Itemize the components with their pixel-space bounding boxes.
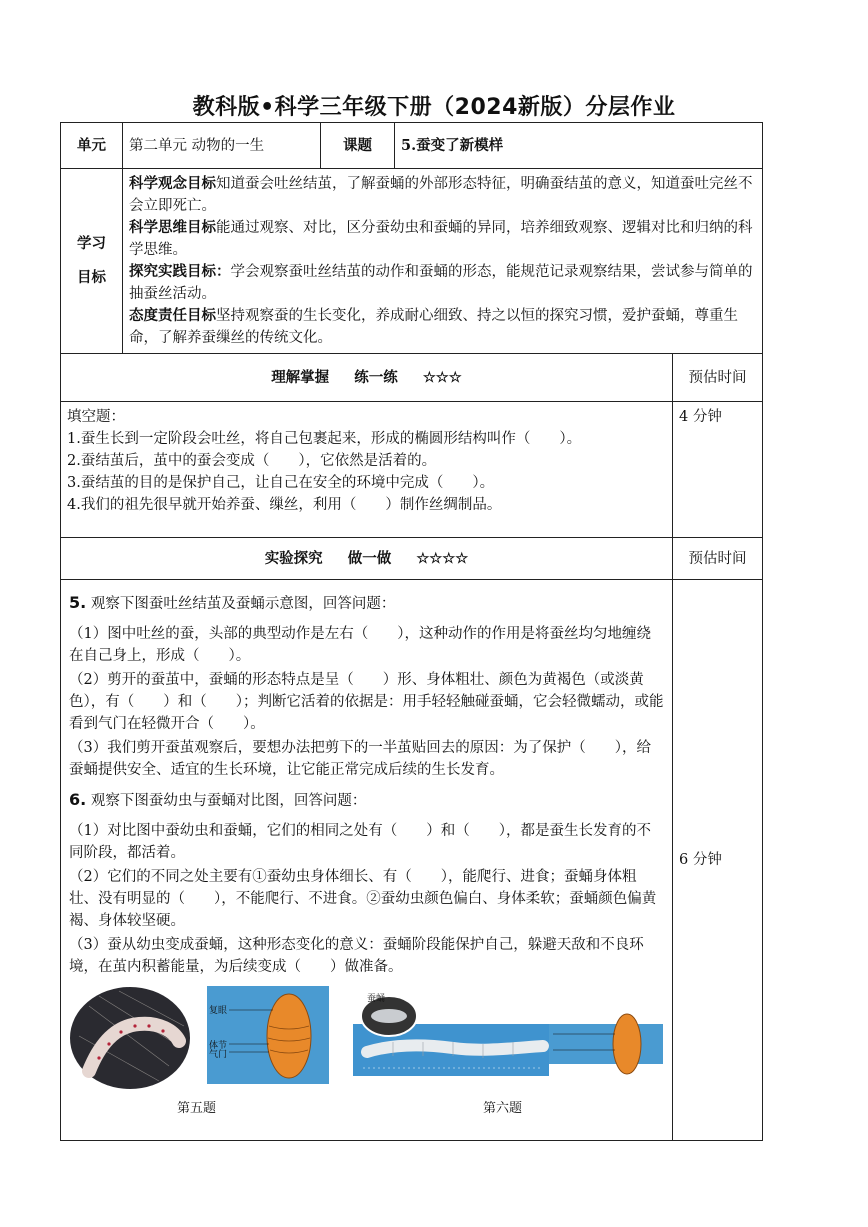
q5-part: （1）图中吐丝的蚕，头部的典型动作是左右（ ），这种动作的作用是将蚕丝均匀地缠绕在自己身上，形成（ ）。 [69,626,651,664]
unit-value: 第二单元 动物的一生 [123,123,321,169]
larva-label: 蚕蛹 [367,994,386,1004]
q5-part: （2）剪开的蚕茧中，蚕蛹的形态特点是呈（ ）形、身体粗壮、颜色为黄褐色（或淡黄色），有（ ）和（ ）；判断它活着的依据是：用手轻轻触碰蚕蛹，它会轻微蠕动，或能看到气门在轻微开合（ ）。 [69,672,664,732]
unit-label: 单元 [61,123,123,169]
section1-title-b: 练一练 [354,368,398,386]
objective-item: 态度责任目标坚持观察蚕的生长变化，养成耐心细致、持之以恒的探究习惯，爱护蚕蛹，尊重生命，了解养蚕缫丝的传统文化。 [129,307,738,346]
fill-question: 4.我们的祖先很早就开始养蚕、缫丝，利用（ ）制作丝绸制品。 [67,497,502,513]
q6-part: （3）蚕从幼虫变成蚕蛹，这种形态变化的意义：蚕蛹阶段能保护自己，躲避天敌和不良环境，在茧内积蓄能量，为后续变成（ ）做准备。 [69,937,644,975]
pupa-eye-label: 复眼 [209,1006,228,1016]
objective-item: 科学思维目标能通过观察、对比，区分蚕幼虫和蚕蛹的异同，培养细致观察、逻辑对比和归纳的科学思维。 [129,219,753,258]
section1-content [61,402,673,538]
silkworm-spinning-image [69,986,191,1090]
q5-stem: 5. 观察下图蚕吐丝结茧及蚕蛹示意图，回答问题： [69,593,396,612]
q6-part: （2）它们的不同之处主要有①蚕幼虫身体细长、有（ ），能爬行、进食；蚕蛹身体粗壮、没有明显的（ ），不能爬行、不进食。②蚕幼虫颜色偏白、身体柔软；蚕蛹颜色偏黄褐、身体较坚硬。 [69,869,657,929]
objective-item: 科学观念目标知道蚕会吐丝结茧，了解蚕蛹的外部形态特征，明确蚕结茧的意义，知道蚕吐完丝不会立即死亡。 [129,175,753,214]
lesson-label: 课题 [321,123,395,169]
section2-title-b: 做一做 [347,549,392,567]
section1-stars: ☆☆☆ [422,368,462,386]
q6-stem: 6. 观察下图蚕幼虫与蚕蛹对比图，回答问题： [69,790,367,809]
section1-intro: 填空题： [67,409,125,425]
objective-item: 探究实践目标：学会观察蚕吐丝结茧的动作和蚕蛹的形态，能规范记录观察结果，尝试参与简单的抽蚕丝活动。 [129,263,753,302]
section1-time-value: 4 分钟 [673,402,763,538]
fill-question: 2.蚕结茧后，茧中的蚕会变成（ ），它依然是活着的。 [67,453,437,469]
section1-time-label: 预估时间 [673,354,763,402]
fill-question: 3.蚕结茧的目的是保护自己，让自己在安全的环境中完成（ ）。 [67,475,495,491]
figures-row [69,986,664,1136]
section2-content [61,580,673,1141]
page-title: 教科版•科学三年级下册（2024新版）分层作业 [192,95,676,120]
fill-question: 1.蚕生长到一定阶段会吐丝，将自己包裹起来，形成的椭圆形结构叫作（ ）。 [67,431,582,447]
q5-part: （3）我们剪开蚕茧观察后，要想办法把剪下的一半茧贴回去的原因：为了保护（ ），给蚕蛹提供安全、适宜的生长环境，让它能正常完成后续的生长发育。 [69,740,651,778]
objectives-list [123,169,763,354]
larva-vs-pupa-diagram [353,990,663,1084]
pupa-segment-label: 体节 [209,1041,228,1051]
figure5-caption: 第五题 [177,1101,217,1116]
pupa-spiracle-label: 气门 [209,1050,228,1060]
q6-part: （1）对比图中蚕幼虫和蚕蛹，它们的相同之处有（ ）和（ ），都是蚕生长发育的不同阶段，都活着。 [69,823,651,861]
section2-title-a: 实验探究 [264,549,323,567]
section1-title-a: 理解掌握 [271,368,330,386]
objectives-label-line2: 目标 [77,269,106,286]
section1-header [61,354,673,402]
section2-stars: ☆☆☆☆ [416,549,469,567]
objectives-label-line1: 学习 [77,235,106,252]
objectives-label [61,169,123,354]
section2-time-value: 6 分钟 [673,580,763,1141]
lesson-value: 5.蚕变了新模样 [395,123,763,169]
figure6-caption: 第六题 [483,1101,523,1116]
section2-time-label: 预估时间 [673,538,763,580]
section2-header [61,538,673,580]
worksheet-table [60,122,763,1141]
